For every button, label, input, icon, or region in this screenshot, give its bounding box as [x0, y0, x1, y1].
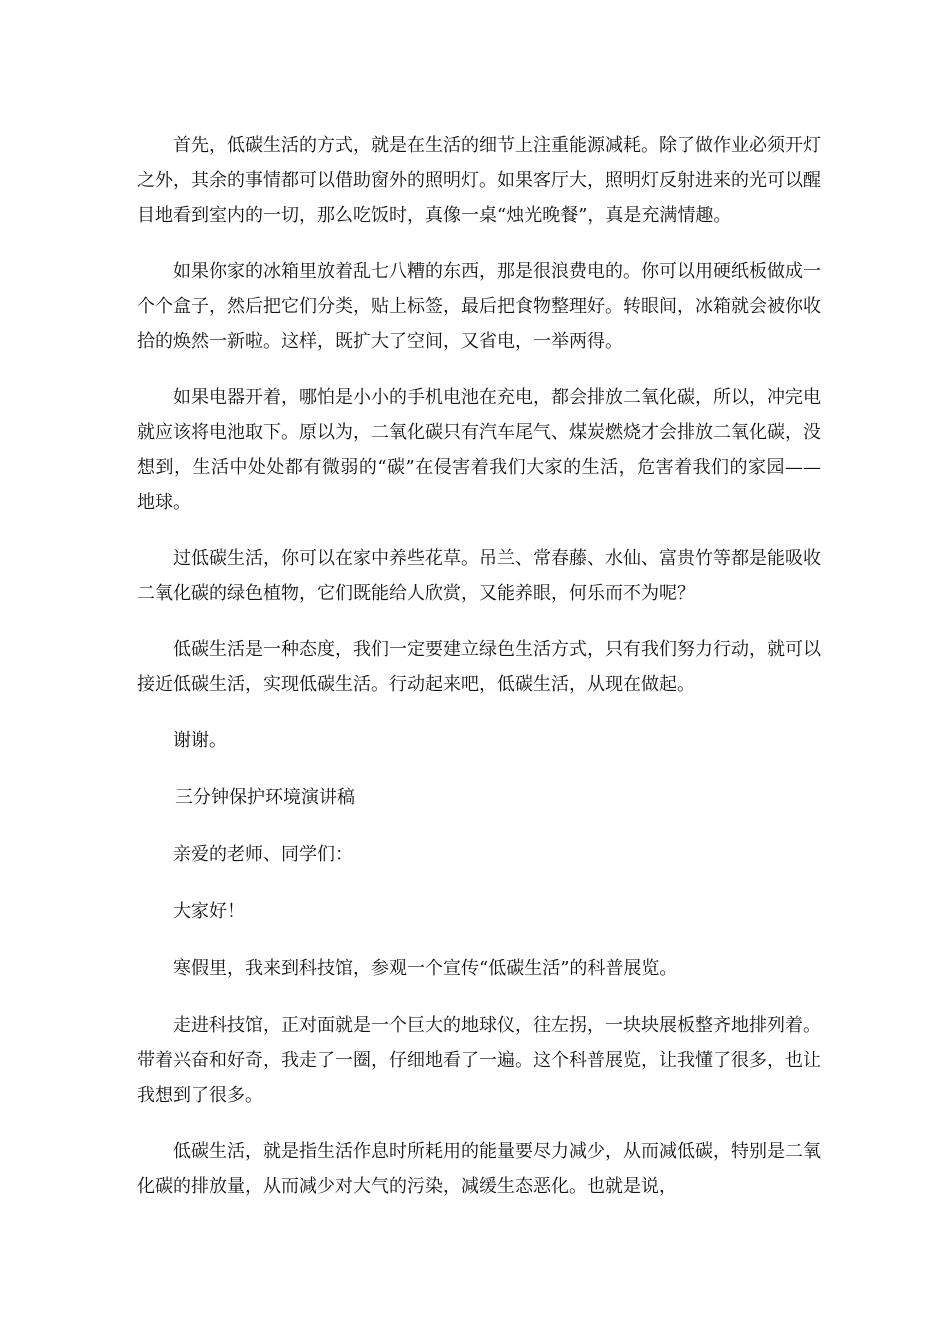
paragraph-fridge: 如果你家的冰箱里放着乱七八糟的东西，那是很浪费电的。你可以用硬纸板做成一个个盒子，然后把它们分类，贴上标签，最后把食物整理好。转眼间，冰箱就会被你收拾的焕然一新啦。这样，既扩大了空间，又省电，一举两得。	[137, 261, 821, 352]
speech-title: 三分钟保护环境演讲稿	[175, 787, 355, 808]
paragraph-museum-visit: 寒假里，我来到科技馆，参观一个宣传“低碳生活”的科普展览。	[173, 958, 678, 979]
paragraph-greeting: 亲爱的老师、同学们：	[173, 844, 353, 865]
paragraph-hello: 大家好！	[173, 901, 245, 922]
paragraph-electrical-appliances: 如果电器开着，哪怕是小小的手机电池在充电，都会排放二氧化碳，所以，冲完电就应该将电池取下。原以为，二氧化碳只有汽车尾气、煤炭燃烧才会排放二氧化碳，没想到，生活中处处都有微弱的“碳”在侵害着我们大家的生活，危害着我们的家园——地球。	[137, 387, 821, 513]
paragraph-plants: 过低碳生活，你可以在家中养些花草。吊兰、常春藤、水仙、富贵竹等都是能吸收二氧化碳的绿色植物，它们既能给人欣赏，又能养眼，何乐而不为呢？	[137, 548, 821, 604]
paragraph-conclusion: 低碳生活是一种态度，我们一定要建立绿色生活方式，只有我们努力行动，就可以接近低碳生活，实现低碳生活。行动起来吧，低碳生活，从现在做起。	[137, 639, 821, 695]
document-body	[137, 128, 821, 1225]
paragraph-thanks: 谢谢。	[173, 730, 227, 751]
paragraph-low-carbon-definition: 低碳生活，就是指生活作息时所耗用的能量要尽力减少，从而减低碳，特别是二氧化碳的排放量，从而减少对大气的污染，减缓生态恶化。也就是说，	[137, 1141, 821, 1197]
paragraph-exhibition: 走进科技馆，正对面就是一个巨大的地球仪，往左拐，一块块展板整齐地排列着。带着兴奋和好奇，我走了一圈，仔细地看了一遍。这个科普展览，让我懂了很多，也让我想到了很多。	[137, 1015, 821, 1106]
paragraph-energy-saving: 首先，低碳生活的方式，就是在生活的细节上注重能源减耗。除了做作业必须开灯之外，其余的事情都可以借助窗外的照明灯。如果客厅大，照明灯反射进来的光可以醒目地看到室内的一切，那么吃饭时，真像一桌“烛光晚餐”，真是充满情趣。	[137, 135, 821, 226]
